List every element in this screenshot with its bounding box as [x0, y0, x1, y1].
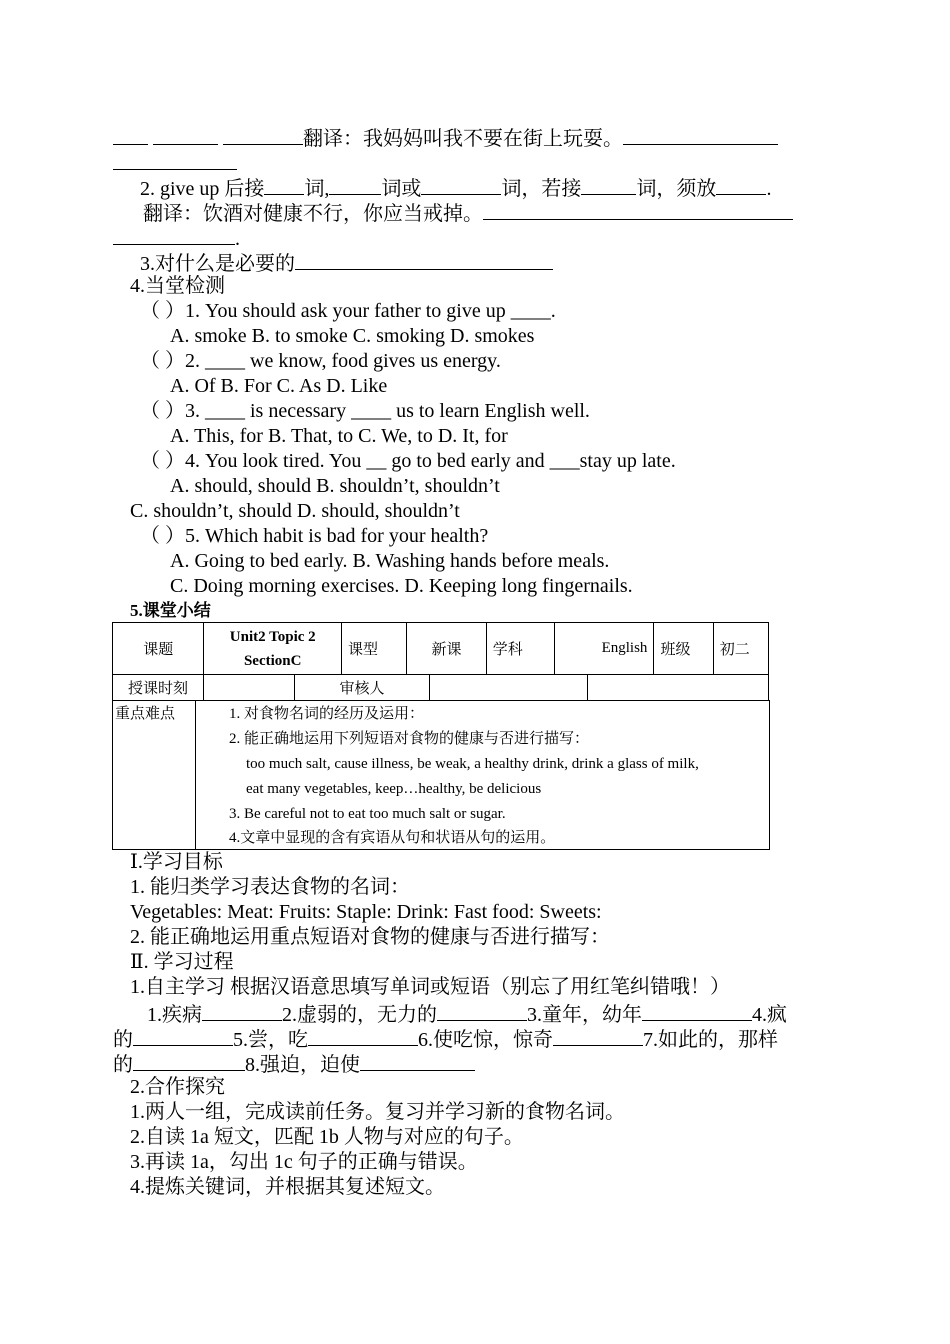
goal-1: 1. 能归类学习表达食物的名词：	[130, 876, 410, 898]
goal-1-categories: Vegetables: Meat: Fruits: Staple: Drink: Fast food: Sweets:	[130, 901, 602, 923]
vocab-3: 3.童年，幼年	[527, 1004, 642, 1026]
check-q1: （ ）1. You should ask your father to give up ____.	[140, 300, 556, 322]
check-q3-options: A. This, for B. That, to C. We, to D. It, for	[170, 425, 508, 447]
coop-heading: 2.合作探究	[130, 1076, 225, 1098]
summary-heading: 5.课堂小结	[130, 601, 211, 620]
question-2	[140, 174, 771, 202]
class-label: 班级	[654, 623, 713, 675]
vocab-line-3	[113, 1050, 475, 1078]
class-value: 初二	[713, 623, 768, 675]
self-study: 1.自主学习 根据汉语意思填写单词或短语（别忘了用红笔纠错哦！）	[130, 976, 730, 998]
key-points-divider	[195, 700, 196, 849]
check-q4: （ ）4. You look tired. You __ go to bed early and ___stay up late.	[140, 450, 676, 472]
translation-prompt-1: 翻译：我妈妈叫我不要在街上玩耍。	[303, 128, 623, 150]
subject-value: English	[554, 623, 653, 675]
reviewer-label: 审核人	[295, 675, 430, 701]
key-point-2: 2. 能正确地运用下列短语对食物的健康与否进行描写：	[229, 731, 590, 747]
q2-text-b: 词,	[304, 178, 330, 200]
vocab-7: 7.如此的，那样	[643, 1029, 778, 1051]
coop-step-1: 1.两人一组，完成读前任务。复习并学习新的食物名词。	[130, 1101, 625, 1123]
question-3	[140, 249, 553, 277]
q2-text-a: 2. give up 后接	[140, 178, 265, 200]
check-heading: 4.当堂检测	[130, 275, 225, 297]
coop-step-4: 4.提炼关键词，并根据其复述短文。	[130, 1176, 445, 1198]
check-q2-options: A. Of B. For C. As D. Like	[170, 375, 388, 397]
q2-text-f: .	[766, 178, 772, 200]
title-label: 课题	[113, 623, 204, 675]
check-q4-options-cd: C. shouldn’t, should D. should, shouldn’t	[130, 500, 460, 522]
vocab-line-2	[113, 1025, 778, 1053]
title-value-line-1: Unit2 Topic 2	[229, 628, 316, 645]
check-q2: （ ）2. ____ we know, food gives us energy.	[140, 350, 501, 372]
blank-line	[113, 149, 237, 177]
translation-line-2	[143, 199, 793, 227]
key-point-2-phrases-a: too much salt, cause illness, be weak, a healthy drink, drink a glass of milk,	[246, 756, 699, 772]
check-q1-options: A. smoke B. to smoke C. smoking D. smokes	[170, 325, 535, 347]
empty-cell	[588, 675, 769, 701]
check-q5: （ ）5. Which habit is bad for your health?	[140, 525, 489, 547]
vocab-8: 8.强迫，迫使	[245, 1054, 360, 1076]
q2-text-e: 词，须放	[636, 178, 717, 200]
goal-2: 2. 能正确地运用重点短语对食物的健康与否进行描写：	[130, 926, 610, 948]
check-q3: （ ）3. ____ is necessary ____ us to learn English well.	[140, 400, 590, 422]
q2-text-d: 词，若接	[501, 178, 582, 200]
translation-line-1	[113, 124, 778, 152]
check-q4-options-ab: A. should, should B. shouldn’t, shouldn’t	[170, 475, 500, 497]
coop-step-2: 2.自读 1a 短文，匹配 1b 人物与对应的句子。	[130, 1126, 524, 1148]
process-heading: Ⅱ. 学习过程	[130, 951, 234, 973]
vocab-1: 1.疾病	[147, 1004, 202, 1026]
type-value: 新课	[407, 623, 486, 675]
key-point-1: 1. 对食物名词的经历及运用：	[229, 706, 425, 722]
goals-heading: Ⅰ.学习目标	[130, 851, 223, 873]
vocab-4-cont: 的	[113, 1029, 133, 1051]
time-value	[204, 675, 295, 701]
check-q5-options-ab: A. Going to bed early. B. Washing hands before meals.	[170, 550, 610, 572]
time-label: 授课时刻	[113, 675, 204, 701]
q3-text: 3.对什么是必要的	[140, 253, 295, 275]
translation-prompt-2: 翻译：饮酒对健康不行，你应当戒掉。	[143, 203, 483, 225]
check-q5-options-cd: C. Doing morning exercises. D. Keeping long fingernails.	[170, 575, 633, 597]
key-points-box	[112, 700, 770, 850]
vocab-7-cont: 的	[113, 1054, 133, 1076]
vocab-2: 2.虚弱的，无力的	[282, 1004, 437, 1026]
key-point-3: 3. Be careful not to eat too much salt or sugar.	[229, 806, 506, 822]
translation-line-2-cont	[113, 224, 240, 252]
lesson-time-table	[112, 674, 769, 701]
vocab-line-1	[147, 1000, 787, 1028]
key-point-2-phrases-b: eat many vegetables, keep…healthy, be delicious	[246, 781, 542, 797]
vocab-4: 4.疯	[752, 1004, 787, 1026]
vocab-6: 6.使吃惊，惊奇	[418, 1029, 553, 1051]
type-label: 课型	[342, 623, 407, 675]
q2-end: .	[235, 228, 240, 250]
title-value-line-2: SectionC	[243, 652, 302, 669]
coop-step-3: 3.再读 1a，勾出 1c 句子的正确与错误。	[130, 1151, 478, 1173]
title-value	[204, 623, 342, 675]
key-points-label: 重点难点	[115, 706, 176, 722]
q2-text-c: 词或	[381, 178, 422, 200]
reviewer-value	[430, 675, 588, 701]
lesson-info-table	[112, 622, 769, 675]
key-point-4: 4.文章中显现的含有宾语从句和状语从句的运用。	[229, 830, 556, 846]
vocab-5: 5.尝，吃	[233, 1029, 308, 1051]
subject-label: 学科	[486, 623, 554, 675]
